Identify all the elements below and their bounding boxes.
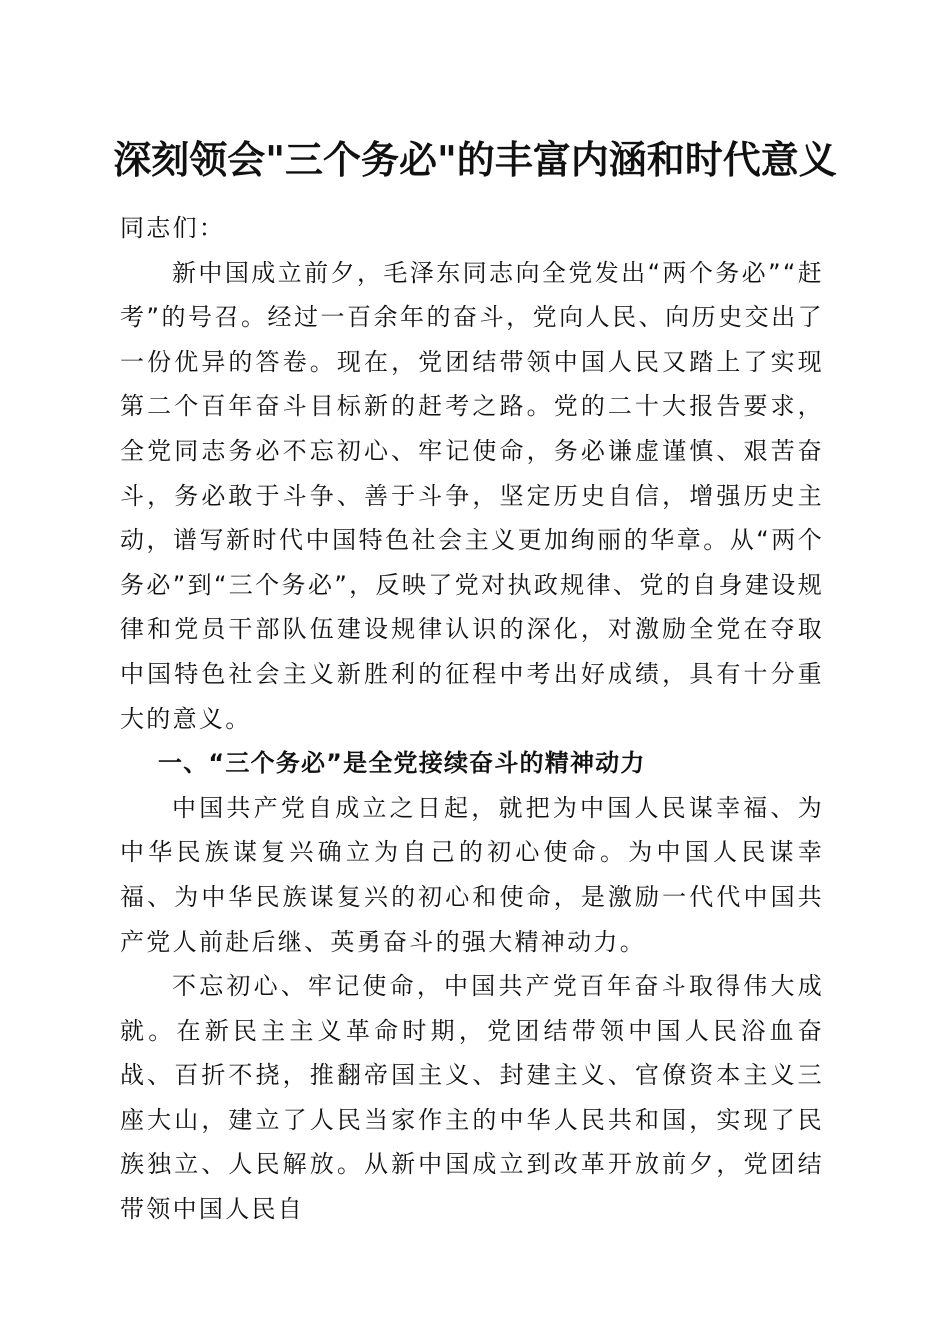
- paragraph-section-1-b: 不忘初心、牢记使命，中国共产党百年奋斗取得伟大成就。在新民主主义革命时期，党团结带领中国人民浴血奋战、百折不挠，推翻帝国主义、封建主义、官僚资本主义三座大山，建立了人民当家作主的中华人民共和国，实现了民族独立、人民解放。从新中国成立到改革开放前夕，党团结带领中国人民自: [120, 972, 824, 1224]
- paragraph-intro: 新中国成立前夕，毛泽东同志向全党发出“两个务必”“赶考”的号召。经过一百余年的奋斗，党向人民、向历史交出了一份优异的答卷。现在，党团结带领中国人民又踏上了实现第二个百年奋斗目标新的赶考之路。党的二十大报告要求，全党同志务必不忘初心、牢记使命，务必谦虚谨慎、艰苦奋斗，务必敢于斗争、善于斗争，坚定历史自信，增强历史主动，谱写新时代中国特色社会主义更加绚丽的华章。从“两个务必”到“三个务必”，反映了党对执政规律、党的自身建设规律和党员干部队伍建设规律认识的深化，对激励全党在夺取中国特色社会主义新胜利的征程中考出好成绩，具有十分重大的意义。: [120, 258, 824, 733]
- paragraph-section-1-a: 中国共产党自成立之日起，就把为中国人民谋幸福、为中华民族谋复兴确立为自己的初心使命。为中国人民谋幸福、为中华民族谋复兴的初心和使命，是激励一代代中国共产党人前赴后继、英勇奋斗的强大精神动力。: [120, 793, 824, 956]
- document-body: [120, 206, 824, 1232]
- section-heading-1: 一、“三个务必”是全党接续奋斗的精神动力: [158, 749, 646, 778]
- document-title: 深刻领会"三个务必"的丰富内涵和时代意义: [113, 137, 837, 182]
- salutation: 同志们：: [120, 214, 226, 242]
